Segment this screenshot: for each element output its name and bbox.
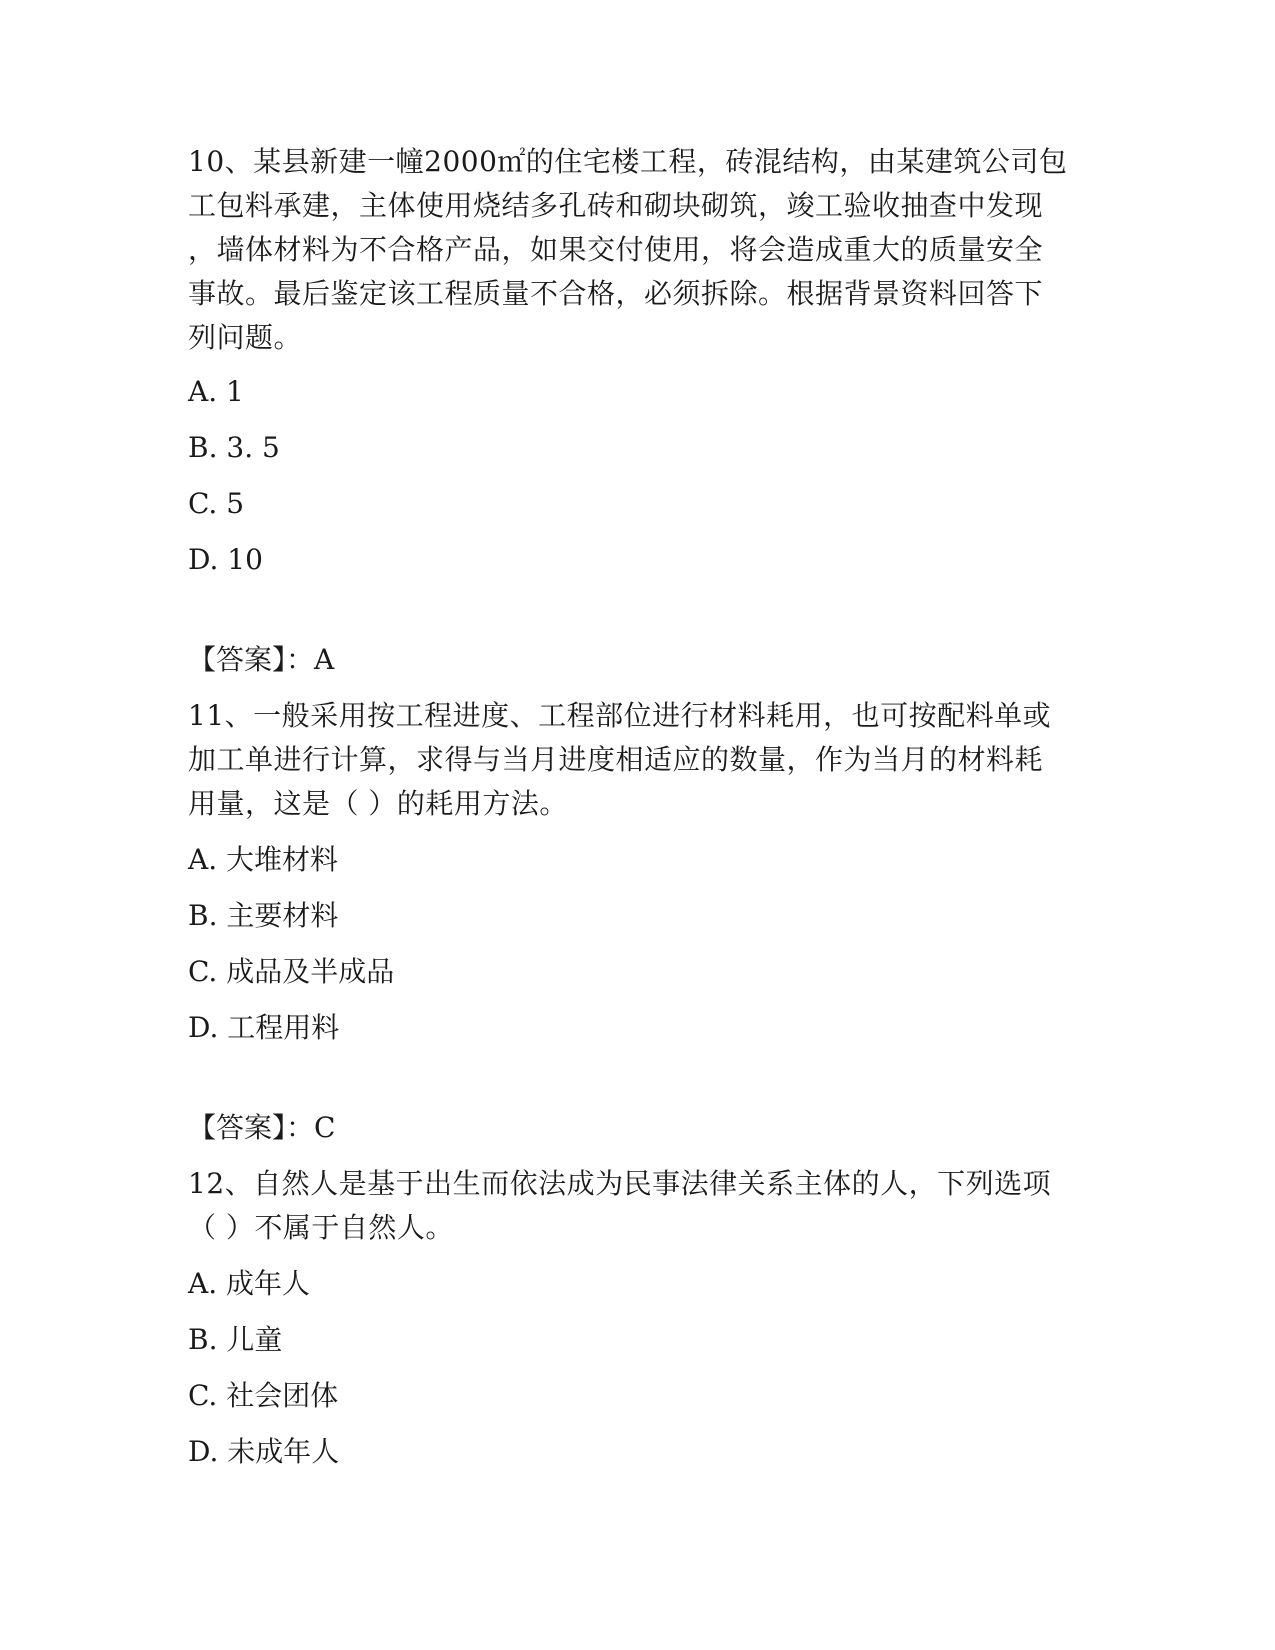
question-12-option-c: C. 社会团体 xyxy=(188,1379,339,1412)
question-10-stem-line-2: 工包料承建，主体使用烧结多孔砖和砌块砌筑，竣工验收抽查中发现 xyxy=(188,189,1044,222)
question-11-option-d: D. 工程用料 xyxy=(188,1011,340,1044)
question-10-option-d: D. 10 xyxy=(188,543,263,576)
question-12-option-b: B. 儿童 xyxy=(188,1323,283,1356)
question-12-option-a: A. 成年人 xyxy=(188,1267,311,1300)
question-11-option-a: A. 大堆材料 xyxy=(188,843,339,876)
question-10-stem-line-4: 事故。最后鉴定该工程质量不合格，必须拆除。根据背景资料回答下 xyxy=(188,277,1044,310)
question-10-option-c: C. 5 xyxy=(188,487,245,520)
question-10-option-a: A. 1 xyxy=(188,375,244,408)
question-12-stem-line-1: 12、自然人是基于出生而依法成为民事法律关系主体的人，下列选项 xyxy=(188,1167,1052,1200)
question-10-stem-line-1: 10、某县新建一幢2000㎡的住宅楼工程，砖混结构，由某建筑公司包 xyxy=(188,145,1068,178)
question-10-stem-line-5: 列问题。 xyxy=(188,321,303,354)
question-10-answer: 【答案】：A xyxy=(188,643,335,676)
question-10-stem-line-3: ，墙体材料为不合格产品，如果交付使用，将会造成重大的质量安全 xyxy=(188,233,1044,266)
question-11-stem-line-1: 11、一般采用按工程进度、工程部位进行材料耗用，也可按配料单或 xyxy=(188,699,1052,732)
question-11-option-c: C. 成品及半成品 xyxy=(188,955,395,988)
question-10-option-b: B. 3. 5 xyxy=(188,431,280,464)
question-11-option-b: B. 主要材料 xyxy=(188,899,339,932)
question-11-stem-line-3: 用量，这是（ ）的耗用方法。 xyxy=(188,787,568,820)
question-12-stem-line-2: （ ）不属于自然人。 xyxy=(188,1211,454,1244)
question-11-answer: 【答案】：C xyxy=(188,1111,336,1144)
question-11-stem-line-2: 加工单进行计算，求得与当月进度相适应的数量，作为当月的材料耗 xyxy=(188,743,1044,776)
question-12-option-d: D. 未成年人 xyxy=(188,1435,340,1468)
